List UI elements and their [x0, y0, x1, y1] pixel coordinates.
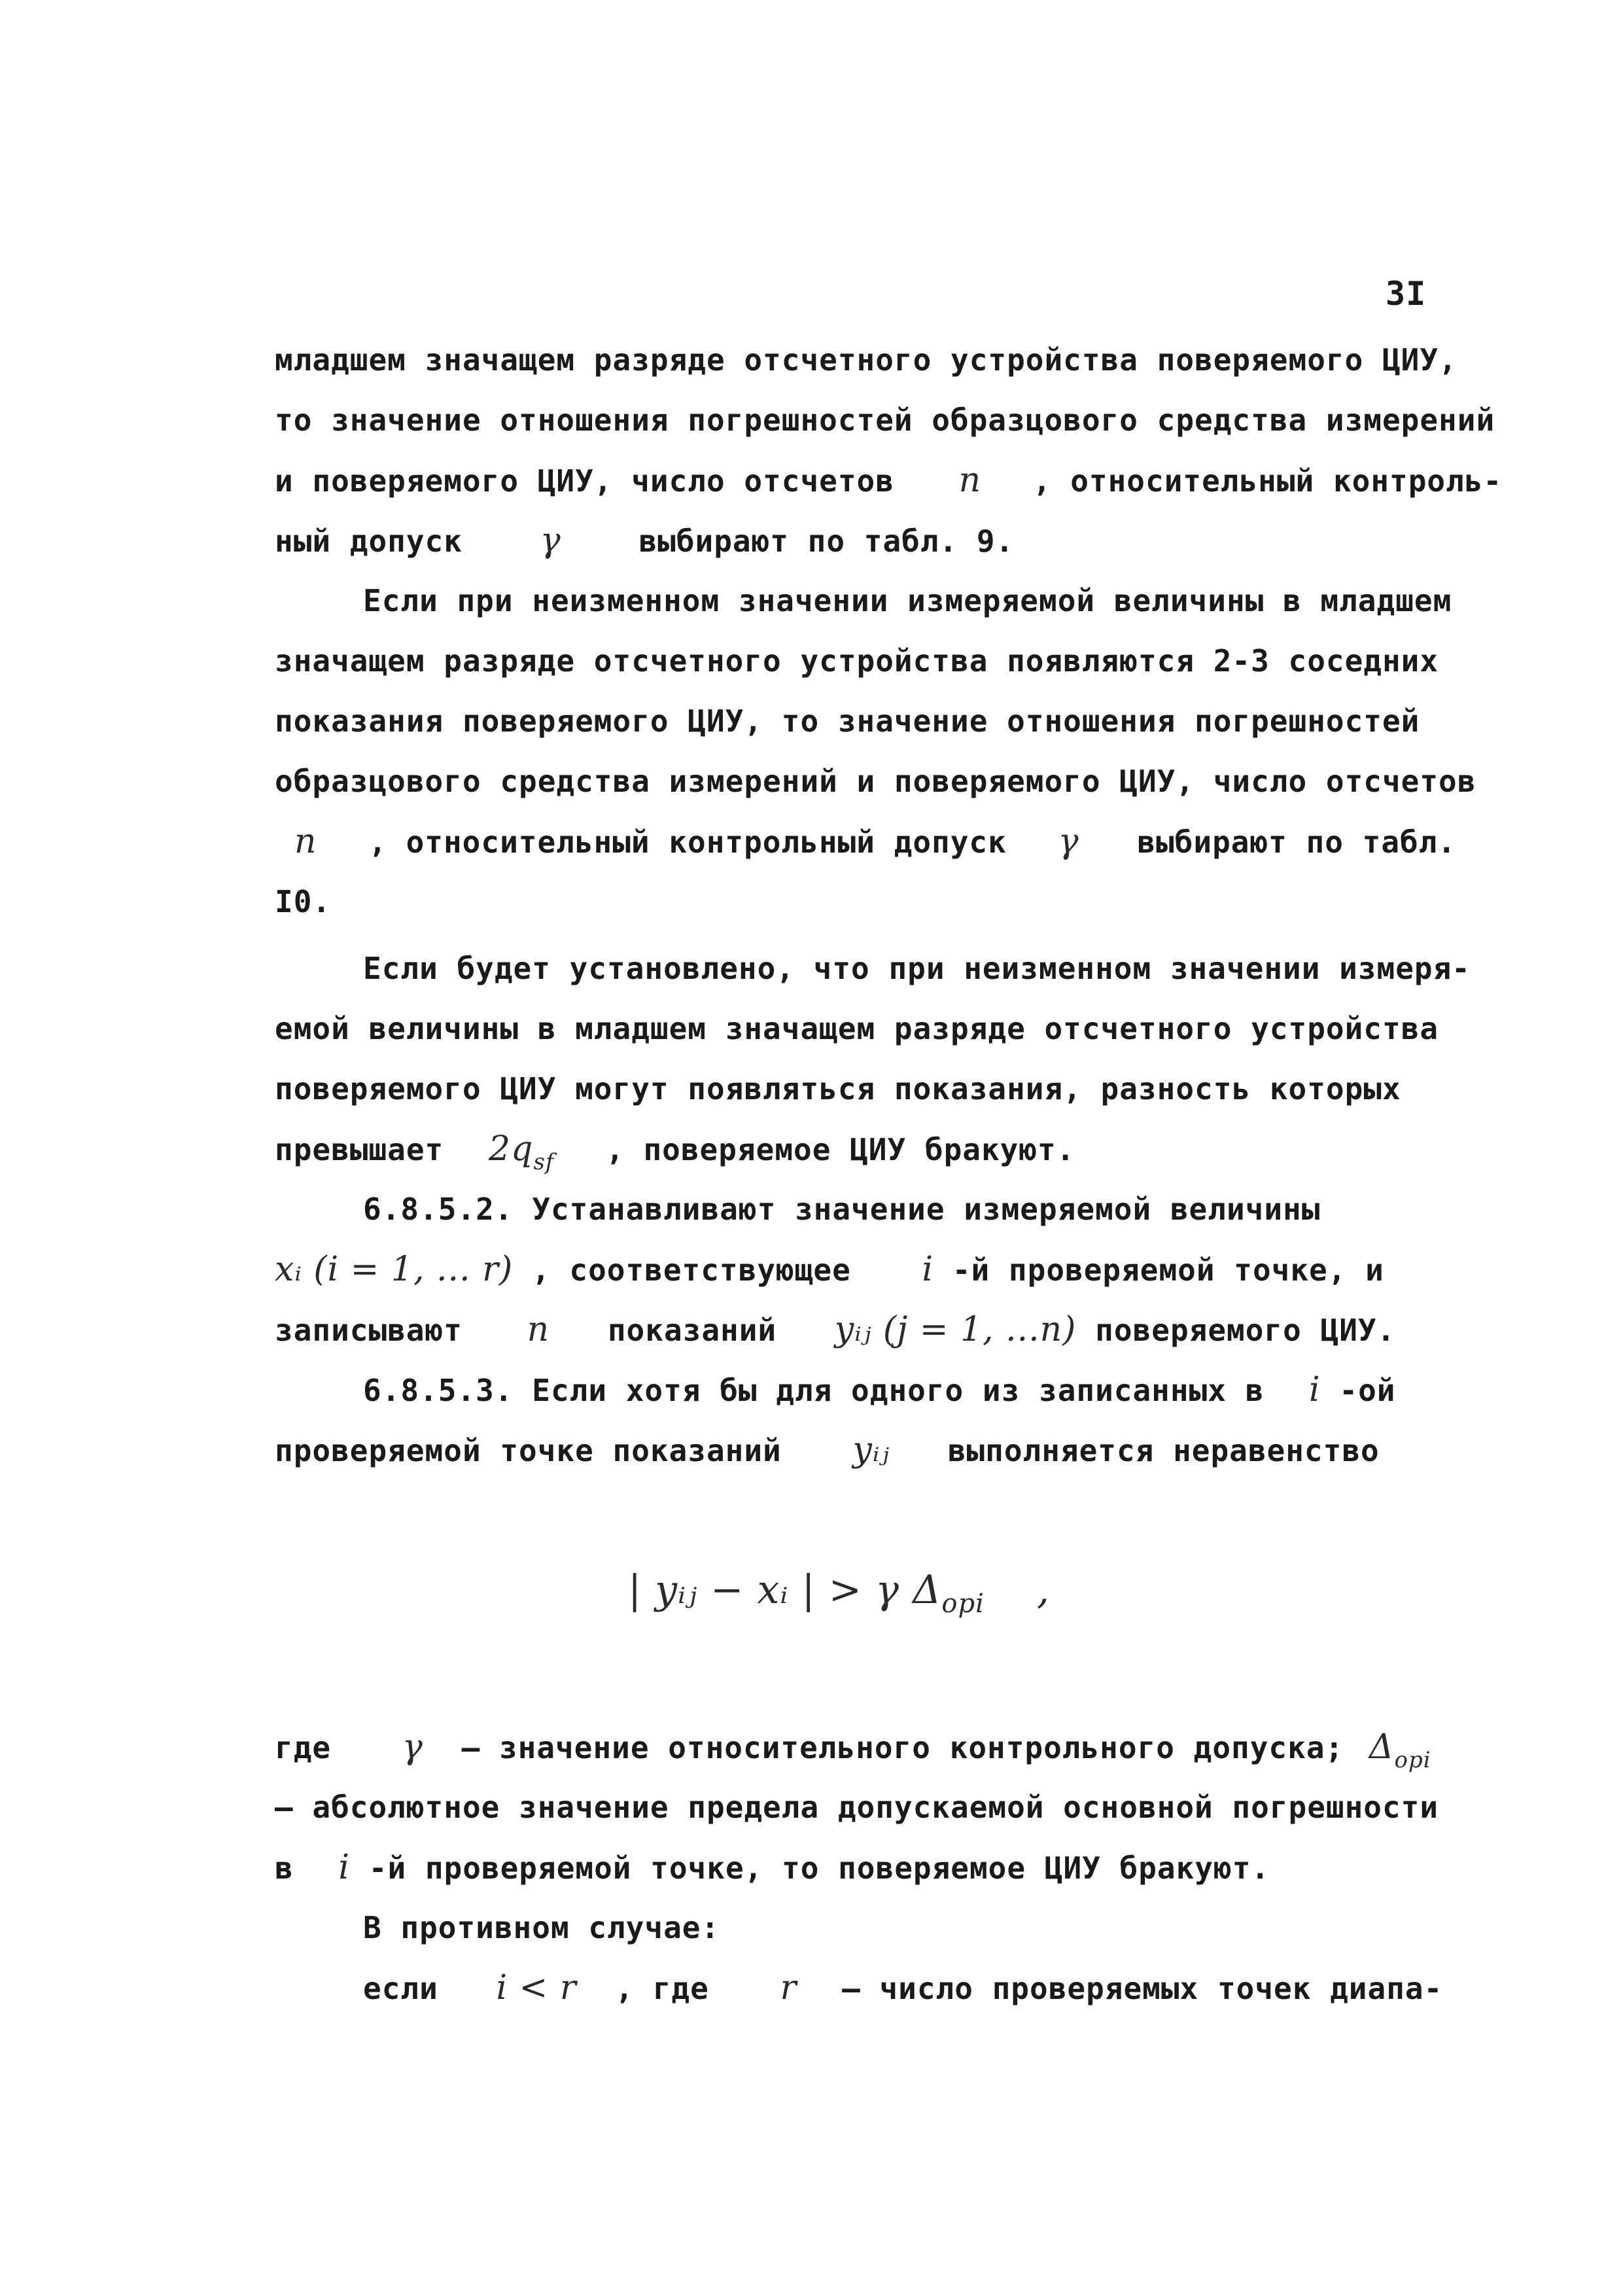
- math-symbol: [488, 1129, 555, 1175]
- text-span: – значение относительного контрольного допуска;: [461, 1730, 1344, 1765]
- text-line: [275, 461, 1502, 501]
- math-symbol: i: [922, 1250, 934, 1289]
- text-line: В противном случае:: [363, 1910, 720, 1945]
- text-span: выбирают по табл. 9.: [638, 523, 1015, 559]
- math-symbol: yᵢⱼ: [852, 1430, 890, 1470]
- text-line: [363, 1370, 1395, 1410]
- math-symbol: γ: [402, 1727, 423, 1767]
- text-span: , соответствующее: [531, 1252, 851, 1288]
- text-span: 6.8.5.3. Если хотя бы для одного из записанных в: [363, 1373, 1265, 1408]
- formula-comma: ,: [1036, 1567, 1051, 1613]
- text-line: [275, 1250, 1384, 1290]
- formula-subscript: opi: [941, 1589, 985, 1619]
- text-span: ный допуск: [275, 523, 462, 559]
- text-span: выполняется неравенство: [947, 1433, 1380, 1468]
- text-line: [275, 1848, 1270, 1888]
- text-line: – абсолютное значение предела допускаемой основной погрешности: [275, 1790, 1439, 1825]
- text-line: показания поверяемого ЦИУ, то значение отношения погрешностей: [275, 703, 1420, 739]
- text-span: в: [275, 1850, 294, 1886]
- text-line: [275, 1310, 1395, 1350]
- math-symbol: yᵢⱼ (j = 1, ...n): [834, 1310, 1077, 1349]
- text-line: [294, 822, 1456, 862]
- math-symbol-base: 2q: [488, 1129, 534, 1169]
- text-span: , относительный контрольный допуск: [368, 824, 1007, 860]
- math-subscript: opi: [1394, 1747, 1431, 1773]
- text-span: -ой: [1339, 1373, 1396, 1408]
- math-symbol: n: [958, 461, 982, 500]
- inequality-formula: [628, 1567, 1050, 1619]
- text-line: Если при неизменном значении измеряемой величины в младшем: [363, 583, 1452, 618]
- text-line: I0.: [275, 884, 332, 919]
- text-span: выбирают по табл.: [1137, 824, 1457, 860]
- math-symbol: r: [780, 1968, 797, 2007]
- math-symbol: xᵢ (i = 1, ... r): [275, 1250, 514, 1289]
- text-line: [275, 1430, 1380, 1470]
- math-symbol-base: Δ: [1369, 1727, 1395, 1767]
- math-symbol: i: [338, 1848, 351, 1887]
- text-line: [275, 1727, 1431, 1780]
- text-span: если: [363, 1971, 438, 2006]
- text-span: показаний: [607, 1313, 777, 1348]
- math-symbol: γ: [540, 521, 561, 560]
- text-line: образцового средства измерений и поверяемого ЦИУ, число отсчетов: [275, 764, 1476, 799]
- math-symbol: i: [1309, 1370, 1321, 1409]
- page-number: 3I: [1386, 275, 1427, 313]
- formula-body: | yᵢⱼ − xᵢ | > γ Δ: [628, 1567, 942, 1613]
- text-line: Если будет установлено, что при неизменном значении измеря-: [363, 951, 1471, 986]
- math-symbol: γ: [1058, 822, 1079, 861]
- text-line: поверяемого ЦИУ могут появляться показания, разность которых: [275, 1071, 1401, 1106]
- text-line: то значение отношения погрешностей образцового средства измерений: [275, 402, 1495, 438]
- math-symbol: i < r: [496, 1968, 577, 2007]
- text-line: младшем значащем разряде отсчетного устройства поверяемого ЦИУ,: [275, 342, 1457, 378]
- math-symbol: [1369, 1727, 1431, 1773]
- text-span: поверяемого ЦИУ.: [1095, 1313, 1396, 1348]
- text-span: -й проверяемой точке, то поверяемое ЦИУ бракуют.: [368, 1850, 1270, 1886]
- text-span: -й проверяемой точке, и: [952, 1252, 1384, 1288]
- text-span: , где: [615, 1971, 709, 2006]
- text-span: где: [275, 1730, 332, 1765]
- math-symbol: n: [294, 822, 317, 861]
- math-subscript: sf: [533, 1149, 555, 1175]
- text-span: – число проверяемых точек диапа-: [842, 1971, 1443, 2006]
- text-span: , поверяемое ЦИУ бракуют.: [606, 1132, 1075, 1167]
- text-line: [275, 521, 1014, 561]
- text-line: значащем разряде отсчетного устройства появляются 2-3 соседних: [275, 643, 1439, 679]
- text-span: записывают: [275, 1313, 462, 1348]
- text-span: проверяемой точке показаний: [275, 1433, 782, 1468]
- text-span: , относительный контроль-: [1032, 463, 1503, 499]
- text-line: [363, 1968, 1442, 2008]
- text-line: [275, 1129, 1075, 1182]
- text-span: и поверяемого ЦИУ, число отсчетов: [275, 463, 894, 499]
- text-span: превышает: [275, 1132, 444, 1167]
- text-line: 6.8.5.2. Устанавливают значение измеряемой величины: [363, 1192, 1321, 1227]
- text-line: емой величины в младшем значащем разряде отсчетного устройства: [275, 1011, 1439, 1046]
- math-symbol: n: [527, 1310, 550, 1349]
